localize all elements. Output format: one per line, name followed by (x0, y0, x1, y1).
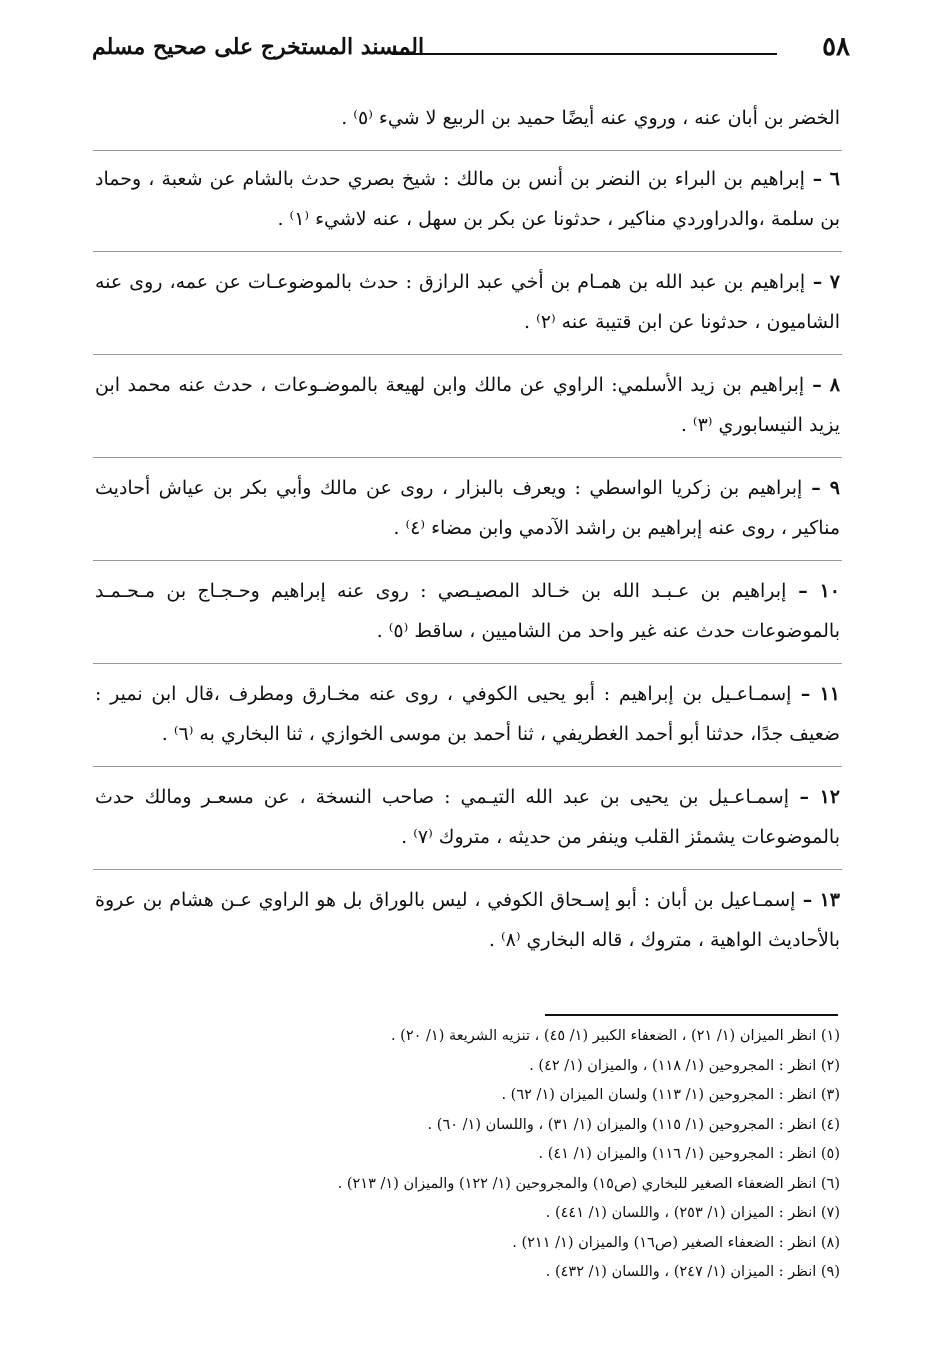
entry-9 (95, 468, 840, 548)
footnote-7: (٧) انظر : الميزان (١/ ٢٥٣) ، واللسان (١/ ٤٤١) . (545, 1205, 840, 1221)
entry-text: إبراهيم بن عبد الله بن همـام بن أخي عبد الرازق : حدث بالموضوعـات عن عمه، روى عنه الشاميون ، حدثونا عن ابن قتيبة عنه ⁽٢⁾ . (95, 271, 840, 333)
footnotes-list (240, 1022, 840, 1288)
entry-text: إبراهيم بن عـبـد الله بن خـالد المصيـصي : روى عنه إبراهيم وحـجـاج بن مـحـمـد بالموضوعات حدث عنه غير واحد من الشاميين ، ساقط ⁽٥⁾ . (95, 580, 840, 642)
entry-number: ١٠ – (786, 580, 840, 602)
entry-number: ٩ – (802, 477, 840, 499)
entry-text: إسمـاعـيل بن يحيى بن عبد الله التيـمي : صاحب النسخة ، عن مسعـر ومالك حدث بالموضوعات يشمئز القلب وينفر من حديثه ، متروك ⁽٧⁾ . (95, 786, 840, 848)
entry-divider (93, 663, 842, 664)
entry-divider (93, 560, 842, 561)
entry-text: إسمـاعيل بن أبان : أبو إسـحاق الكوفي ، ليس بالوراق بل هو الراوي عـن هشام بن عروة بالأحاديث الواهية ، متروك ، قاله البخاري ⁽٨⁾ . (95, 889, 840, 951)
footnote-1: (١) انظر الميزان (١/ ٢١) ، الضعفاء الكبير (١/ ٤٥) ، تنزيه الشريعة (١/ ٢٠) . (390, 1028, 840, 1044)
entry-number: ٧ – (805, 271, 840, 293)
entry-divider (93, 150, 842, 151)
footnote-6: (٦) انظر الضعفاء الصغير للبخاري (ص١٥) والمجروحين (١/ ١٢٢) والميزان (١/ ٢١٣) . (337, 1175, 840, 1192)
entry-number: ١٢ – (788, 786, 840, 808)
footnote-3: (٣) انظر : المجروحين (١/ ١١٣) ولسان الميزان (١/ ٦٢) . (501, 1087, 840, 1103)
entry-divider (93, 251, 842, 252)
entry-13 (95, 880, 840, 960)
entry-number: ١٣ – (795, 889, 840, 911)
footnote-8: (٨) انظر : الضعفاء الصغير (ص١٦) والميزان (١/ ٢١١) . (512, 1234, 840, 1251)
running-title: المسند المستخرج على صحيح مسلم (92, 34, 425, 60)
entry-number: ٦ – (804, 168, 840, 190)
footnote-5: (٥) انظر : المجروحين (١/ ١١٦) والميزان (١/ ٤١) . (538, 1146, 840, 1162)
footnote-4: (٤) انظر : المجروحين (١/ ١١٥) والميزان (١/ ٣١) ، واللسان (١/ ٦٠) . (427, 1116, 840, 1133)
footnote-rule (545, 1014, 838, 1016)
entry-text: إسمـاعـيل بن إبراهيم : أبو يحيى الكوفي ، روى عنه مخـارق ومطرف ،قال ابن نمير : ضعيف جدًا، حدثنا أبو أحمد الغطريفي ، ثنا أحمد بن موسى الخوازي ، ثنا البخاري به ⁽٦⁾ . (95, 683, 840, 745)
entry-number: ٨ – (804, 374, 840, 396)
entry-number: ١١ – (791, 683, 840, 705)
entry-text: الخضر بن أبان عنه ، وروي عنه أيضًا حميد بن الربيع لا شيء ⁽٥⁾ . (341, 107, 840, 129)
entry-continuation (95, 98, 840, 138)
footnote-9: (٩) انظر : الميزان (١/ ٢٤٧) ، واللسان (١/ ٤٣٢) . (545, 1264, 840, 1280)
entry-10 (95, 571, 840, 651)
entry-divider (93, 457, 842, 458)
entry-divider (93, 766, 842, 767)
entries-list (95, 98, 840, 983)
page-header (92, 28, 850, 72)
entry-6 (95, 159, 840, 239)
header-rule (392, 53, 777, 55)
entry-11 (95, 674, 840, 754)
entry-text: إبراهيم بن البراء بن النضر بن أنس بن مالك : شيخ بصري حدث بالشام عن شعبة ، وحماد بن سلمة ،والدراوردي مناكير ، حدثونا عن بكر بن سهل ، عنه لاشيء ⁽١⁾ . (95, 168, 840, 230)
entry-divider (93, 869, 842, 870)
entry-7 (95, 262, 840, 342)
page-number: ٥٨ (822, 32, 850, 62)
entry-8 (95, 365, 840, 445)
entry-text: إبراهيم بن زكريا الواسطي : ويعرف بالبزار ، روى عن مالك وأبي بكر بن عياش أحاديث مناكير ، روى عنه إبراهيم بن راشد الآدمي وابن مضاء ⁽٤⁾ . (95, 477, 840, 539)
footnote-2: (٢) انظر : المجروحين (١/ ١١٨) ، والميزان (١/ ٤٢) . (529, 1057, 840, 1074)
entry-divider (93, 354, 842, 355)
entry-text: إبراهيم بن زيد الأسلمي: الراوي عن مالك وابن لهيعة بالموضـوعات ، حدث عنه محمد ابن يزيد النيسابوري ⁽٣⁾ . (95, 374, 840, 436)
entry-12 (95, 777, 840, 857)
